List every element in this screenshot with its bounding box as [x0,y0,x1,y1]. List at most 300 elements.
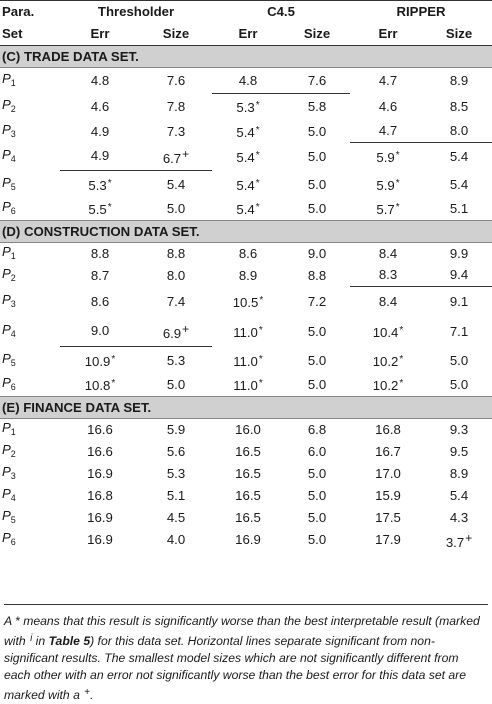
cell-value: 8.4 [378,245,398,261]
col-header-ripper: RIPPER [350,1,492,24]
param-index: 1 [10,426,16,437]
cell-value: 8.7 [90,267,110,283]
c45-size-cell [284,419,350,441]
cell-value: 8.9 [449,72,469,88]
cell-value: 17.0 [375,465,401,481]
param-index: 6 [10,206,16,217]
cell-value: 7.4 [166,293,186,309]
param-index: 1 [10,77,16,88]
table-row [0,463,492,485]
cell-value: 5.9 [376,177,395,193]
cell-value: 11.0 [233,353,258,369]
ripper-err-cell [350,265,426,287]
col-header-para: Para. [0,1,60,24]
c45-err-cell [212,94,284,121]
cell-value: 5.4 [236,149,255,165]
c45-err-cell [212,265,284,287]
param-symbol: P [2,243,11,259]
cell-value: 7.2 [307,293,327,309]
c45-err-cell [212,199,284,221]
thresholder-err-cell [60,287,140,317]
col-header-ripper-err: Err [350,23,426,46]
param-symbol: P [2,530,11,545]
cell-value: 8.0 [449,123,469,139]
cell-value: 5.4 [236,177,255,193]
c45-size-cell [284,171,350,199]
param-symbol: P [2,265,11,281]
thresholder-err-cell [60,94,140,121]
footnote-table-ref: Table 5 [48,634,91,648]
thresholder-err-cell [60,171,140,199]
cell-value: 7.6 [307,72,327,88]
ripper-size-cell [426,68,492,94]
thresholder-err-cell [60,199,140,221]
cell-value: 5.4 [236,202,255,218]
ripper-err-cell [350,243,426,265]
cell-value: 8.3 [378,267,398,283]
cell-value: 5.0 [307,352,327,368]
thresholder-size-cell [140,94,212,121]
table-body [0,46,492,552]
smallest-size-plus-mark: + [182,321,190,336]
thresholder-err-cell [60,507,140,529]
cell-value: 4.9 [90,123,110,139]
cell-value: 4.6 [90,99,110,114]
ripper-err-cell [350,507,426,529]
footnote-text-1: A * means that this result is significantly worse than the best interpretable result (marked with [4,614,480,648]
col-header-set: Set [0,23,60,46]
ripper-err-cell [350,199,426,221]
param-set-cell [0,529,60,552]
cell-value: 16.9 [87,509,113,525]
cell-value: 8.8 [307,267,327,283]
ripper-size-cell [426,265,492,287]
cell-value: 4.7 [378,123,398,139]
table-row [0,121,492,143]
ripper-err-cell [350,375,426,397]
thresholder-size-cell [140,68,212,94]
cell-value: 17.9 [375,532,401,547]
cell-value: 5.6 [166,443,186,459]
section-header-row [0,221,492,243]
thresholder-err-cell [60,121,140,143]
cell-value: 5.0 [307,532,327,547]
col-header-c45-err: Err [212,23,284,46]
thresholder-size-cell [140,143,212,171]
cell-value: 16.6 [87,443,113,459]
param-set-cell [0,265,60,287]
thresholder-size-cell [140,441,212,463]
cell-value: 3.7 [445,534,465,550]
param-index: 4 [10,328,16,339]
cell-value: 16.8 [87,487,113,503]
c45-err-cell [212,243,284,265]
c45-err-cell [212,463,284,485]
param-set-cell [0,507,60,529]
ripper-err-cell [350,317,426,347]
ripper-size-cell [426,94,492,121]
cell-value: 5.3 [88,177,107,193]
c45-err-cell [212,171,284,199]
thresholder-size-cell [140,317,212,347]
smallest-size-plus-mark: + [465,530,473,545]
c45-err-cell [212,347,284,375]
cell-value: 8.6 [90,293,110,309]
c45-size-cell [284,347,350,375]
c45-err-cell [212,529,284,552]
cell-value: 16.5 [235,465,261,481]
significance-star-mark: * [258,324,263,336]
cell-value: 16.7 [375,443,401,459]
significance-star-mark: * [258,378,263,390]
param-symbol: P [2,485,11,501]
thresholder-size-cell [140,243,212,265]
ripper-size-cell [426,485,492,507]
param-index: 5 [10,181,16,192]
ripper-size-cell [426,441,492,463]
section-header-row [0,397,492,419]
header-row-1 [0,1,492,24]
param-symbol: P [2,507,11,523]
param-symbol: P [2,174,11,190]
param-symbol: P [2,199,11,215]
cell-value: 9.9 [449,245,469,261]
param-index: 4 [10,153,16,164]
param-symbol: P [2,121,11,137]
c45-err-cell [212,68,284,94]
thresholder-size-cell [140,419,212,441]
c45-size-cell [284,265,350,287]
cell-value: 9.0 [90,323,110,339]
cell-value: 8.9 [449,465,469,481]
cell-value: 4.7 [378,72,398,88]
c45-err-cell [212,287,284,317]
c45-size-cell [284,121,350,143]
cell-value: 4.9 [90,148,110,164]
ripper-err-cell [350,419,426,441]
cell-value: 9.5 [449,443,469,459]
cell-value: 6.0 [307,443,327,459]
c45-err-cell [212,121,284,143]
c45-err-cell [212,375,284,397]
c45-err-cell [212,441,284,463]
ripper-size-cell [426,317,492,347]
cell-value: 5.0 [166,201,186,217]
c45-err-cell [212,143,284,171]
header-row-2 [0,23,492,46]
cell-value: 10.8 [84,378,111,394]
cell-value: 11.0 [233,324,258,340]
cell-value: 10.2 [372,353,399,369]
ripper-err-cell [350,287,426,317]
col-header-c45: C4.5 [212,1,350,24]
table-row [0,171,492,199]
cell-value: 16.8 [375,421,401,437]
col-header-thresholder-size: Size [140,23,212,46]
c45-size-cell [284,485,350,507]
param-index: 6 [10,537,16,547]
cell-value: 8.5 [449,99,469,114]
significance-star-mark: * [111,353,116,365]
table-row [0,94,492,121]
thresholder-size-cell [140,121,212,143]
cell-value: 5.0 [166,377,186,393]
param-set-cell [0,94,60,121]
significance-star-mark: * [259,294,264,306]
param-set-cell [0,485,60,507]
c45-size-cell [284,529,350,552]
c45-size-cell [284,441,350,463]
smallest-size-plus-mark: + [182,146,190,161]
ripper-err-cell [350,143,426,171]
param-index: 5 [10,357,16,368]
thresholder-size-cell [140,375,212,397]
param-set-cell [0,243,60,265]
significance-star-mark: * [395,202,400,214]
param-set-cell [0,143,60,171]
cell-value: 16.9 [235,532,261,547]
param-symbol: P [2,375,11,391]
table-footnote [4,604,488,704]
cell-value: 10.5 [232,294,259,310]
cell-value: 15.9 [375,487,401,503]
cell-value: 5.4 [449,487,469,503]
cell-value: 17.5 [375,509,401,525]
thresholder-size-cell [140,529,212,552]
thresholder-size-cell [140,347,212,375]
param-set-cell [0,463,60,485]
thresholder-size-cell [140,485,212,507]
c45-err-cell [212,419,284,441]
significance-star-mark: * [258,353,263,365]
cell-value: 5.0 [449,352,469,368]
cell-value: 9.0 [307,245,327,261]
cell-value: 5.0 [307,509,327,525]
c45-size-cell [284,287,350,317]
ripper-err-cell [350,94,426,121]
ripper-size-cell [426,171,492,199]
param-symbol: P [2,463,11,479]
thresholder-size-cell [140,507,212,529]
param-set-cell [0,441,60,463]
cell-value: 16.9 [87,465,113,481]
param-symbol: P [2,321,11,337]
cell-value: 5.7 [376,202,395,218]
cell-value: 5.3 [166,352,186,368]
cell-value: 16.5 [235,509,261,525]
significance-star-mark: * [255,149,260,161]
significance-star-mark: * [255,202,260,214]
param-index: 6 [10,382,16,393]
c45-size-cell [284,199,350,221]
col-header-thresholder: Thresholder [60,1,212,24]
table-row [0,317,492,347]
cell-value: 5.0 [307,465,327,481]
cell-value: 7.8 [166,99,186,114]
param-index: 4 [10,492,16,503]
ripper-size-cell [426,463,492,485]
param-set-cell [0,419,60,441]
cell-value: 8.4 [378,293,398,309]
significance-star-mark: * [395,149,400,161]
ripper-size-cell [426,375,492,397]
significance-star-mark: * [399,378,404,390]
param-symbol: P [2,419,11,435]
cell-value: 16.5 [235,443,261,459]
cell-value: 5.0 [307,487,327,503]
param-set-cell [0,375,60,397]
footnote-text-2: in [32,634,49,648]
thresholder-err-cell [60,441,140,463]
c45-size-cell [284,375,350,397]
thresholder-size-cell [140,265,212,287]
cell-value: 6.9 [162,325,182,341]
ripper-err-cell [350,171,426,199]
table-row [0,485,492,507]
ripper-size-cell [426,121,492,143]
ripper-size-cell [426,143,492,171]
cell-value: 5.4 [449,176,469,192]
table-row [0,347,492,375]
cell-value: 6.7 [162,150,182,166]
cell-value: 6.8 [307,421,327,437]
ripper-err-cell [350,347,426,375]
table-row [0,243,492,265]
thresholder-err-cell [60,529,140,552]
cell-value: 4.0 [166,532,186,547]
cell-value: 5.5 [88,202,107,218]
cell-value: 8.0 [166,267,186,283]
cell-value: 16.5 [235,487,261,503]
param-symbol: P [2,291,11,307]
ripper-size-cell [426,199,492,221]
table-row [0,507,492,529]
param-symbol: P [2,97,11,112]
cell-value: 5.3 [166,465,186,481]
c45-size-cell [284,143,350,171]
param-index: 3 [10,128,16,139]
ripper-size-cell [426,529,492,552]
c45-size-cell [284,68,350,94]
section-title: (D) CONSTRUCTION DATA SET. [0,221,492,243]
param-set-cell [0,287,60,317]
thresholder-err-cell [60,347,140,375]
significance-star-mark: * [395,177,400,189]
cell-value: 4.5 [166,509,186,525]
param-index: 5 [10,514,16,525]
ripper-size-cell [426,507,492,529]
col-header-ripper-size: Size [426,23,492,46]
cell-value: 5.0 [449,377,469,393]
significance-star-mark: * [399,324,404,336]
c45-size-cell [284,317,350,347]
param-set-cell [0,121,60,143]
param-index: 3 [10,470,16,481]
ripper-err-cell [350,68,426,94]
cell-value: 10.2 [372,378,399,394]
cell-value: 9.1 [449,293,469,309]
cell-value: 5.0 [307,377,327,393]
param-set-cell [0,68,60,94]
thresholder-err-cell [60,143,140,171]
cell-value: 8.9 [238,267,258,283]
cell-value: 5.4 [236,124,255,140]
c45-err-cell [212,507,284,529]
cell-value: 5.4 [449,148,469,164]
cell-value: 8.8 [166,245,186,261]
significance-star-mark: * [399,353,404,365]
ripper-err-cell [350,441,426,463]
thresholder-err-cell [60,68,140,94]
thresholder-size-cell [140,287,212,317]
significance-star-mark: * [111,378,116,390]
cell-value: 5.0 [307,201,327,217]
thresholder-err-cell [60,375,140,397]
param-index: 2 [10,272,16,283]
thresholder-size-cell [140,171,212,199]
c45-err-cell [212,317,284,347]
footnote-text-3: ) for this data set. Horizontal lines separate significant from non-significant results. The smallest model sizes which are not significantly different from each other with an error not significantly worse than the best error for this data set are marked with a [4,634,467,702]
param-symbol: P [2,350,11,366]
ripper-err-cell [350,463,426,485]
table-row [0,419,492,441]
ripper-err-cell [350,485,426,507]
param-index: 2 [10,104,16,114]
cell-value: 8.8 [90,245,110,261]
thresholder-err-cell [60,243,140,265]
footnote-plus-mark: + [84,687,91,698]
table-row [0,287,492,317]
cell-value: 5.4 [166,176,186,192]
cell-value: 7.1 [449,323,469,339]
cell-value: 4.8 [238,72,258,88]
cell-value: 7.6 [166,72,186,88]
table-row [0,68,492,94]
ripper-err-cell [350,121,426,143]
param-index: 2 [10,448,16,459]
section-title: (C) TRADE DATA SET. [0,46,492,68]
cell-value: 11.0 [233,378,258,394]
thresholder-err-cell [60,463,140,485]
c45-size-cell [284,243,350,265]
param-set-cell [0,317,60,347]
significance-star-mark: * [107,177,112,189]
cell-value: 5.0 [307,176,327,192]
thresholder-size-cell [140,199,212,221]
ripper-size-cell [426,243,492,265]
footnote-i-mark: i [30,633,33,644]
cell-value: 5.3 [236,100,255,116]
cell-value: 16.6 [87,421,113,437]
cell-value: 5.9 [166,421,186,437]
cell-value: 9.3 [449,421,469,437]
footnote-text-4: . [90,688,94,702]
cell-value: 9.4 [449,267,469,283]
ripper-size-cell [426,287,492,317]
table-row [0,529,492,552]
thresholder-size-cell [140,463,212,485]
cell-value: 5.9 [376,149,395,165]
c45-size-cell [284,94,350,121]
cell-value: 5.1 [449,201,469,217]
ripper-err-cell [350,529,426,552]
cell-value: 10.9 [84,353,111,369]
cell-value: 4.8 [90,72,110,88]
cell-value: 5.8 [307,99,327,115]
significance-star-mark: * [255,100,260,112]
section-header-row [0,46,492,68]
table-row [0,375,492,397]
